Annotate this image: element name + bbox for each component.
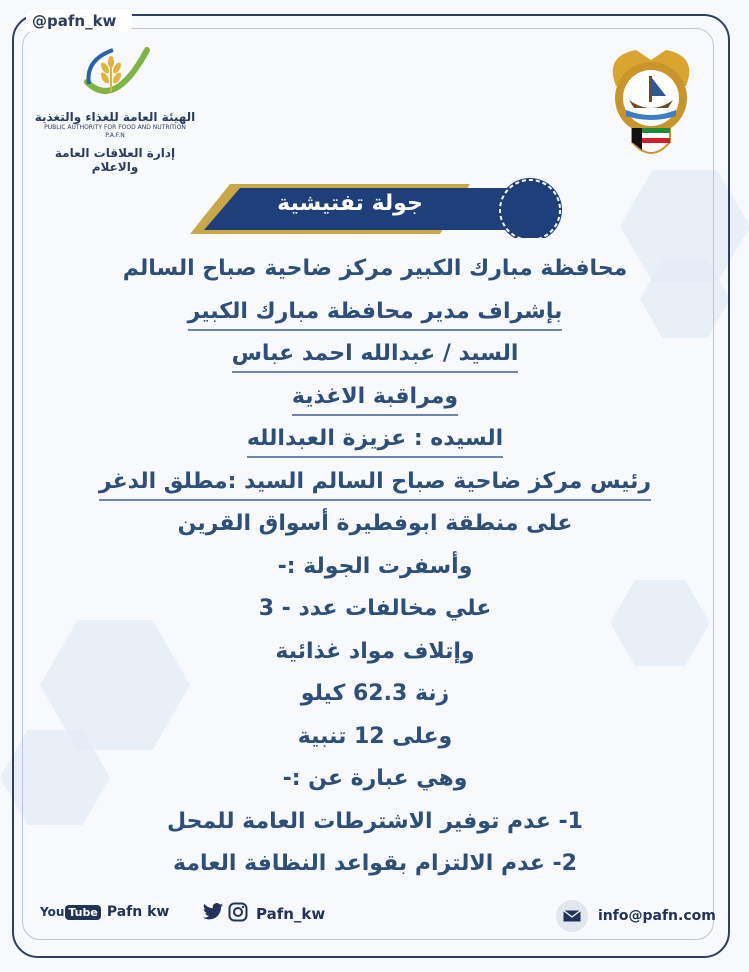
text-line: وإتلاف مواد غذائية xyxy=(275,638,475,664)
text-line: 1- عدم توفير الاشترطات العامة للمحل xyxy=(167,808,583,834)
text-line: وأسفرت الجولة :- xyxy=(277,553,473,579)
pafn-logo xyxy=(30,40,200,174)
text-line: السيد / عبدالله احمد عباس xyxy=(30,333,720,376)
youtube-link[interactable] xyxy=(40,904,169,920)
text-line: 2- عدم الالتزام بقواعد النظافة العامة xyxy=(173,851,577,876)
twitter-icon xyxy=(202,902,224,926)
mail-icon xyxy=(556,900,588,932)
text-line: علي مخالفات عدد - 3 xyxy=(258,596,492,621)
text-line: رئيس مركز ضاحية صباح السالم السيد :مطلق الدغر xyxy=(30,461,720,504)
youtube-logo-tube: Tube xyxy=(65,905,100,920)
text-line: ومراقبة الاغذية xyxy=(30,376,720,419)
email-link[interactable] xyxy=(556,900,716,932)
text-line: السيده : عزيزة العبدالله xyxy=(30,418,720,461)
youtube-logo-you: You xyxy=(40,905,65,919)
kuwait-emblem xyxy=(596,46,706,164)
pafn-arabic-name: الهيئة العامة للغذاء والتغذية xyxy=(34,110,196,124)
top-handle: @pafn_kw xyxy=(26,10,132,32)
pafn-abbr: P.A.F.N xyxy=(105,132,125,139)
pafn-logo-mark xyxy=(75,40,155,110)
social-handle: Pafn_kw xyxy=(256,905,326,923)
text-line: بإشراف مدير محافظة مبارك الكبير xyxy=(30,291,720,334)
text-line: وهي عبارة عن :- xyxy=(282,766,468,791)
email-address: info@pafn.com xyxy=(598,908,716,924)
instagram-icon xyxy=(228,902,248,926)
page-title: جولة تفتيشية xyxy=(277,191,423,216)
announcement-body xyxy=(30,248,720,886)
text-line: محافظة مبارك الكبير مركز ضاحية صباح السالم xyxy=(122,256,628,281)
text-line: زنة 62.3 كيلو xyxy=(300,681,450,706)
text-line: على منطقة ابوفطيرة أسواق القرين xyxy=(177,511,573,536)
text-line: وعلى 12 تنبية xyxy=(297,723,453,749)
youtube-name: Pafn kw xyxy=(106,904,170,920)
social-link[interactable] xyxy=(202,902,325,926)
pafn-english-name: PUBLIC AUTHORITY FOR FOOD AND NUTRITION xyxy=(44,124,186,131)
department-name: إدارة العلاقات العامة والاعلام xyxy=(54,146,176,174)
